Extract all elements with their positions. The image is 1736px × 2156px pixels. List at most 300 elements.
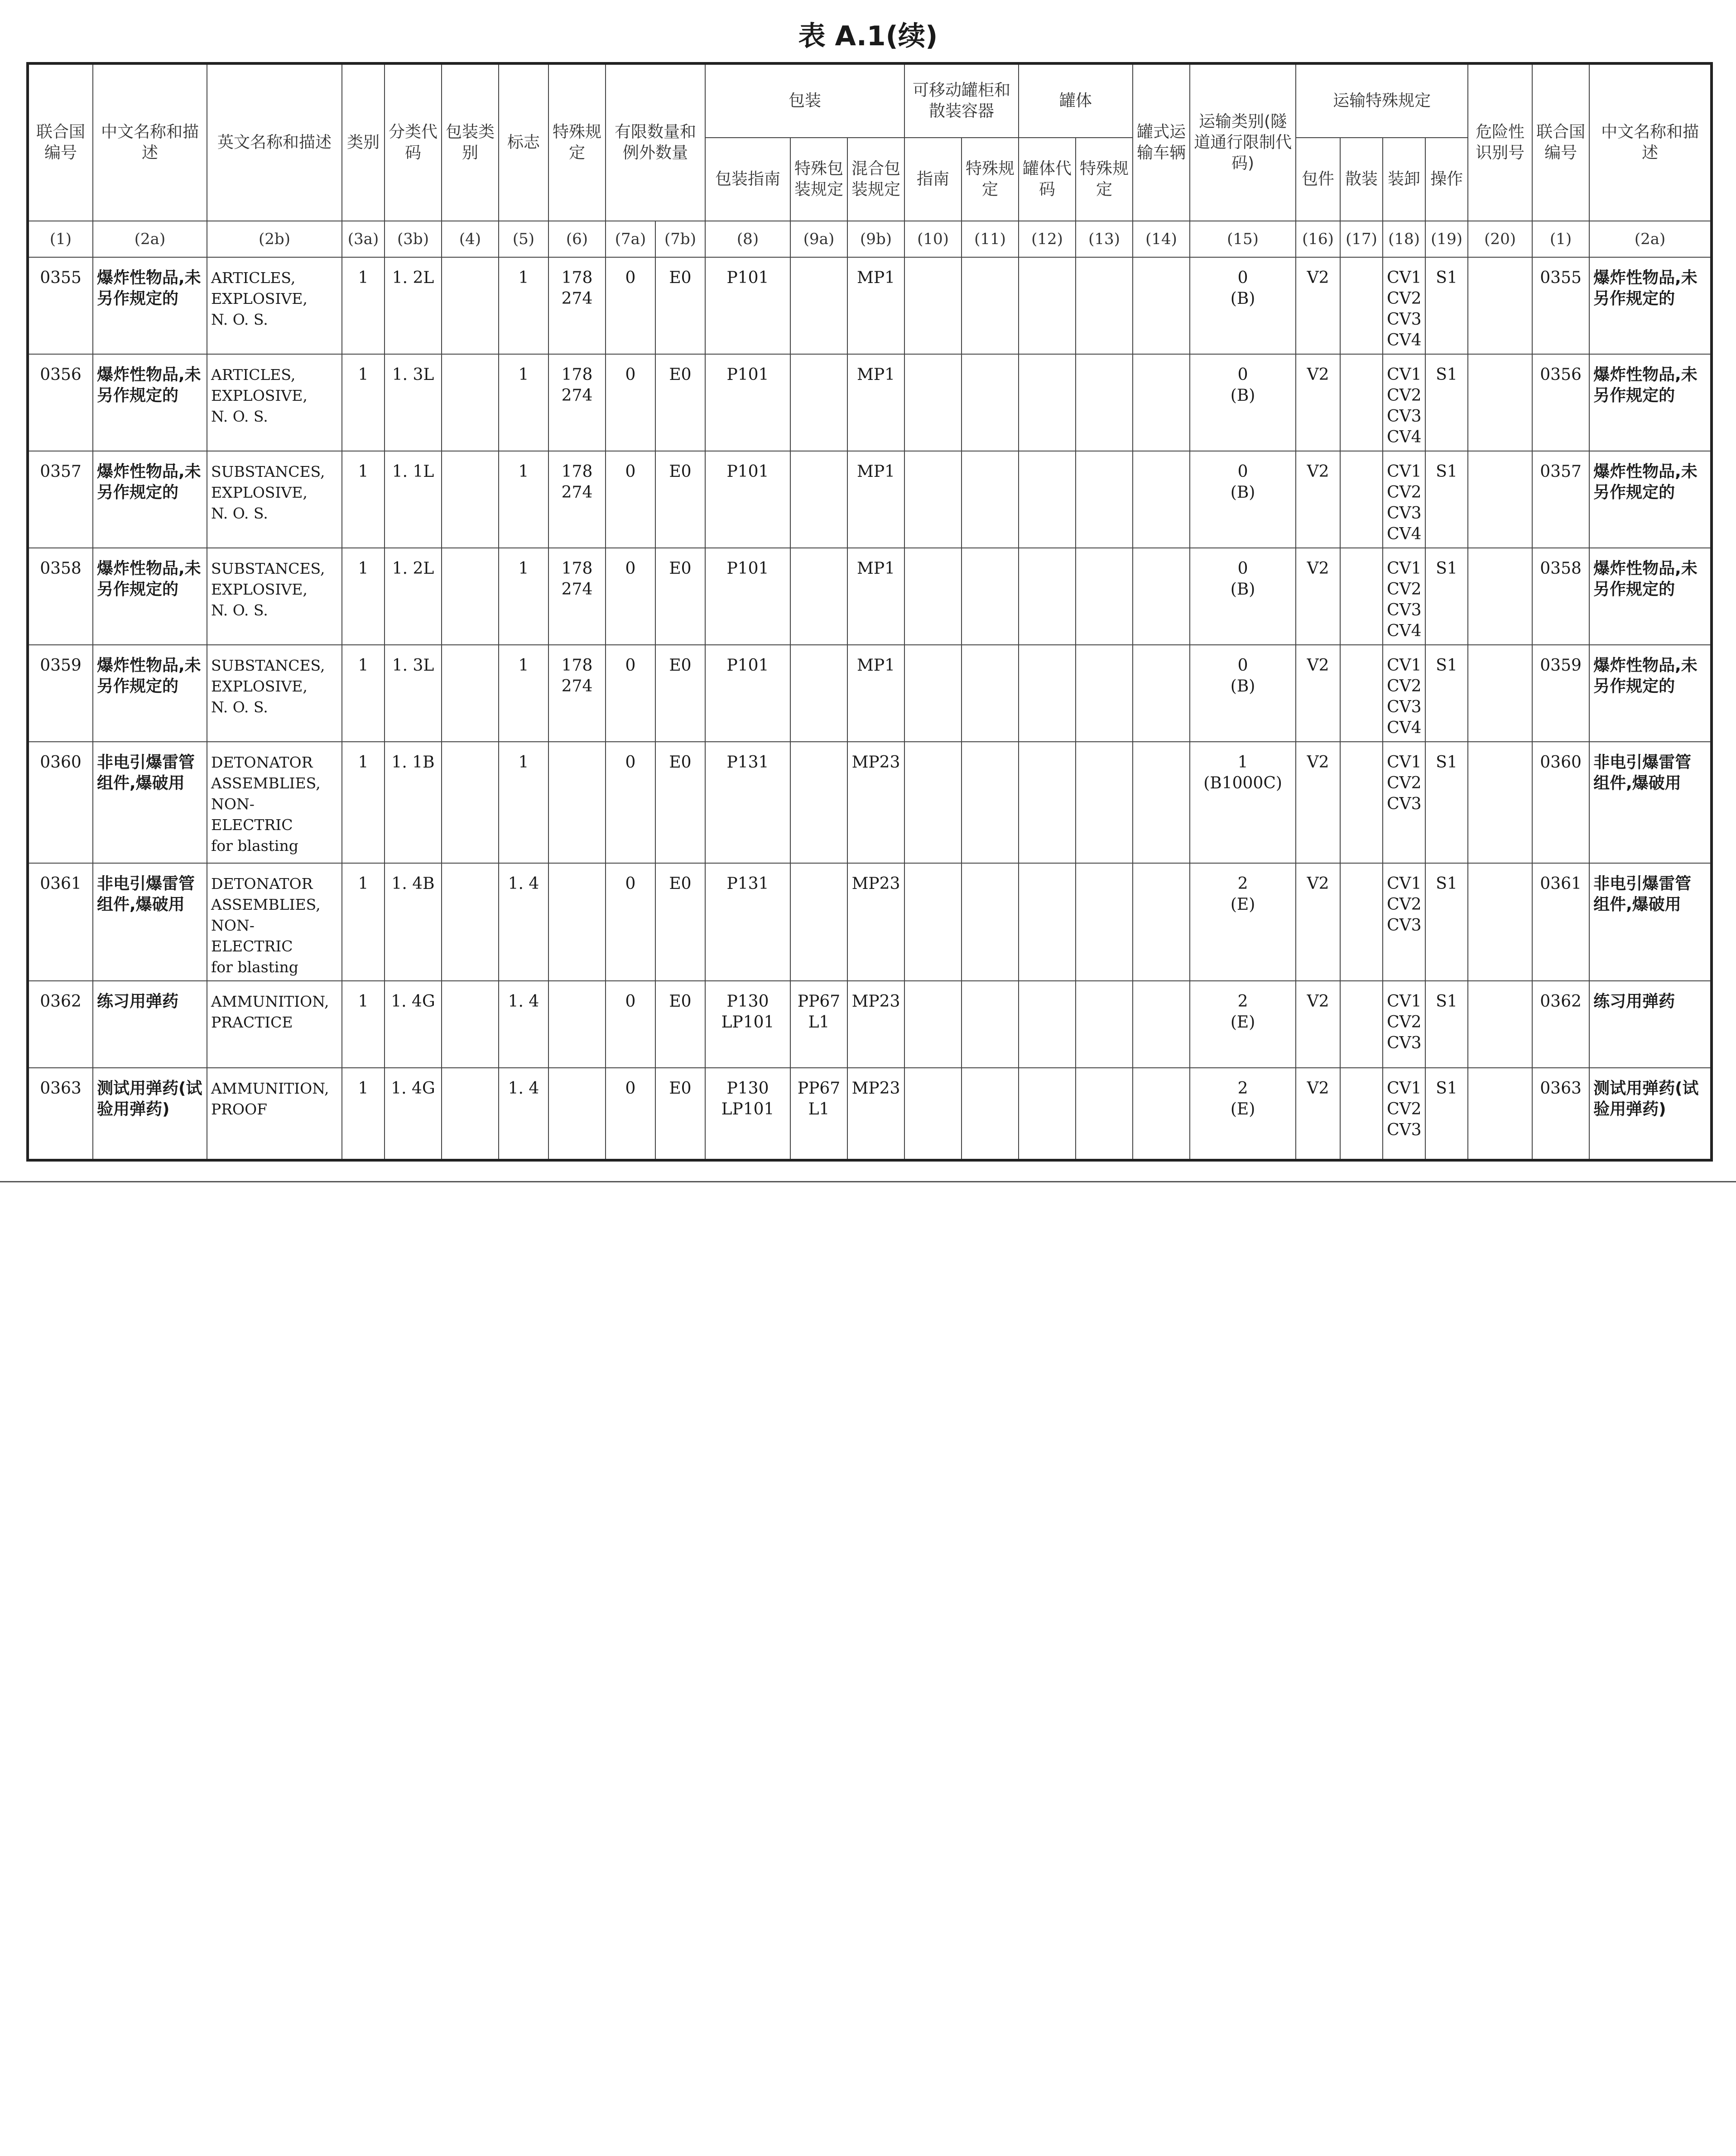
name-cn-cell: 爆炸性物品,未另作规定的 bbox=[93, 548, 207, 645]
class-code-cell: 1. 4G bbox=[385, 1068, 442, 1160]
tank-vehicle-cell bbox=[1133, 645, 1190, 742]
limited-qty-cell: 0 bbox=[606, 981, 655, 1068]
loading-cell: CV1 CV2 CV3 CV4 bbox=[1383, 451, 1425, 548]
name-cn-right-cell: 爆炸性物品,未另作规定的 bbox=[1589, 451, 1712, 548]
portable-tank-instruction-cell bbox=[904, 451, 962, 548]
operation-cell: S1 bbox=[1425, 451, 1468, 548]
header-packing-group: 包装类别 bbox=[442, 63, 499, 221]
special-provisions-cell: 178 274 bbox=[548, 451, 606, 548]
class-code-cell: 1. 3L bbox=[385, 354, 442, 451]
packing-group-cell bbox=[442, 645, 499, 742]
packing-instruction-cell: P130 LP101 bbox=[705, 981, 790, 1068]
header-packaging: 包装 bbox=[705, 63, 904, 138]
packing-instruction-cell: P101 bbox=[705, 354, 790, 451]
un-number-right-cell: 0358 bbox=[1532, 548, 1589, 645]
packages-cell: V2 bbox=[1296, 548, 1340, 645]
name-cn-right-cell: 练习用弹药 bbox=[1589, 981, 1712, 1068]
hazard-id-cell bbox=[1468, 742, 1532, 863]
excepted-qty-cell: E0 bbox=[655, 863, 705, 981]
packing-instruction-cell: P130 LP101 bbox=[705, 1068, 790, 1160]
column-number: (5) bbox=[499, 221, 548, 257]
name-cn-cell: 爆炸性物品,未另作规定的 bbox=[93, 645, 207, 742]
class-code-cell: 1. 4G bbox=[385, 981, 442, 1068]
table-row bbox=[28, 742, 1712, 863]
packages-cell: V2 bbox=[1296, 981, 1340, 1068]
limited-qty-cell: 0 bbox=[606, 863, 655, 981]
header-un-no: 联合国编号 bbox=[28, 63, 93, 221]
column-number: (2b) bbox=[207, 221, 342, 257]
limited-qty-cell: 0 bbox=[606, 1068, 655, 1160]
label-cell: 1. 4 bbox=[499, 863, 548, 981]
packing-instruction-cell: P101 bbox=[705, 257, 790, 354]
special-packing-cell bbox=[790, 863, 847, 981]
excepted-qty-cell: E0 bbox=[655, 548, 705, 645]
tank-special-cell bbox=[1076, 257, 1133, 354]
header-special-packing: 特殊包装规定 bbox=[790, 138, 847, 221]
packing-instruction-cell: P131 bbox=[705, 863, 790, 981]
portable-tank-special-cell bbox=[962, 742, 1019, 863]
packing-group-cell bbox=[442, 1068, 499, 1160]
special-packing-cell bbox=[790, 548, 847, 645]
packages-cell: V2 bbox=[1296, 354, 1340, 451]
transport-category-cell: 1 (B1000C) bbox=[1190, 742, 1296, 863]
packages-cell: V2 bbox=[1296, 257, 1340, 354]
tank-vehicle-cell bbox=[1133, 863, 1190, 981]
packing-group-cell bbox=[442, 257, 499, 354]
tank-vehicle-cell bbox=[1133, 548, 1190, 645]
transport-category-cell: 0 (B) bbox=[1190, 548, 1296, 645]
bulk-cell bbox=[1340, 354, 1383, 451]
label-cell: 1 bbox=[499, 257, 548, 354]
special-provisions-cell: 178 274 bbox=[548, 645, 606, 742]
name-cn-cell: 爆炸性物品,未另作规定的 bbox=[93, 451, 207, 548]
name-cn-cell: 爆炸性物品,未另作规定的 bbox=[93, 354, 207, 451]
mixed-packing-cell: MP1 bbox=[847, 645, 904, 742]
mixed-packing-cell: MP1 bbox=[847, 257, 904, 354]
name-en-cell: DETONATOR ASSEMBLIES, NON- ELECTRIC for blasting bbox=[207, 863, 342, 981]
header-name-cn-right: 中文名称和描述 bbox=[1589, 63, 1712, 221]
name-cn-right-cell: 爆炸性物品,未另作规定的 bbox=[1589, 548, 1712, 645]
header-tank-code: 罐体代码 bbox=[1019, 138, 1076, 221]
column-number: (3a) bbox=[342, 221, 385, 257]
class-code-cell: 1. 2L bbox=[385, 548, 442, 645]
hazard-id-cell bbox=[1468, 645, 1532, 742]
column-number-row bbox=[28, 221, 1712, 257]
header-labels: 标志 bbox=[499, 63, 548, 221]
special-provisions-cell bbox=[548, 863, 606, 981]
mixed-packing-cell: MP1 bbox=[847, 451, 904, 548]
tank-vehicle-cell bbox=[1133, 257, 1190, 354]
tank-vehicle-cell bbox=[1133, 981, 1190, 1068]
loading-cell: CV1 CV2 CV3 bbox=[1383, 981, 1425, 1068]
packing-group-cell bbox=[442, 451, 499, 548]
portable-tank-special-cell bbox=[962, 1068, 1019, 1160]
column-number: (12) bbox=[1019, 221, 1076, 257]
excepted-qty-cell: E0 bbox=[655, 1068, 705, 1160]
packages-cell: V2 bbox=[1296, 645, 1340, 742]
packages-cell: V2 bbox=[1296, 451, 1340, 548]
bulk-cell bbox=[1340, 981, 1383, 1068]
tank-code-cell bbox=[1019, 451, 1076, 548]
transport-category-cell: 0 (B) bbox=[1190, 257, 1296, 354]
un-number-right-cell: 0361 bbox=[1532, 863, 1589, 981]
special-packing-cell bbox=[790, 257, 847, 354]
table-row bbox=[28, 257, 1712, 354]
special-provisions-cell bbox=[548, 1068, 606, 1160]
column-number: (16) bbox=[1296, 221, 1340, 257]
column-number: (1) bbox=[28, 221, 93, 257]
header-packing-instructions: 包装指南 bbox=[705, 138, 790, 221]
special-packing-cell: PP67 L1 bbox=[790, 1068, 847, 1160]
column-number: (10) bbox=[904, 221, 962, 257]
transport-category-cell: 2 (E) bbox=[1190, 863, 1296, 981]
un-number-right-cell: 0357 bbox=[1532, 451, 1589, 548]
limited-qty-cell: 0 bbox=[606, 548, 655, 645]
name-en-cell: AMMUNITION, PRACTICE bbox=[207, 981, 342, 1068]
transport-category-cell: 0 (B) bbox=[1190, 645, 1296, 742]
name-cn-cell: 练习用弹药 bbox=[93, 981, 207, 1068]
bulk-cell bbox=[1340, 742, 1383, 863]
class-cell: 1 bbox=[342, 1068, 385, 1160]
class-code-cell: 1. 3L bbox=[385, 645, 442, 742]
excepted-qty-cell: E0 bbox=[655, 981, 705, 1068]
column-number: (14) bbox=[1133, 221, 1190, 257]
name-cn-cell: 非电引爆雷管组件,爆破用 bbox=[93, 863, 207, 981]
column-number: (11) bbox=[962, 221, 1019, 257]
limited-qty-cell: 0 bbox=[606, 742, 655, 863]
column-number: (2a) bbox=[93, 221, 207, 257]
excepted-qty-cell: E0 bbox=[655, 645, 705, 742]
name-en-cell: SUBSTANCES, EXPLOSIVE, N. O. S. bbox=[207, 451, 342, 548]
tank-special-cell bbox=[1076, 548, 1133, 645]
un-number-cell: 0358 bbox=[28, 548, 93, 645]
tank-special-cell bbox=[1076, 645, 1133, 742]
table-row bbox=[28, 1068, 1712, 1160]
loading-cell: CV1 CV2 CV3 bbox=[1383, 1068, 1425, 1160]
mixed-packing-cell: MP23 bbox=[847, 863, 904, 981]
class-cell: 1 bbox=[342, 863, 385, 981]
un-number-cell: 0357 bbox=[28, 451, 93, 548]
excepted-qty-cell: E0 bbox=[655, 742, 705, 863]
operation-cell: S1 bbox=[1425, 1068, 1468, 1160]
header-transport-category: 运输类别(隧道通行限制代码) bbox=[1190, 63, 1296, 221]
mixed-packing-cell: MP23 bbox=[847, 1068, 904, 1160]
tank-code-cell bbox=[1019, 863, 1076, 981]
table-row bbox=[28, 981, 1712, 1068]
limited-qty-cell: 0 bbox=[606, 451, 655, 548]
header-name-en: 英文名称和描述 bbox=[207, 63, 342, 221]
class-code-cell: 1. 2L bbox=[385, 257, 442, 354]
class-code-cell: 1. 4B bbox=[385, 863, 442, 981]
tank-special-cell bbox=[1076, 354, 1133, 451]
loading-cell: CV1 CV2 CV3 CV4 bbox=[1383, 257, 1425, 354]
label-cell: 1 bbox=[499, 742, 548, 863]
packing-group-cell bbox=[442, 742, 499, 863]
bulk-cell bbox=[1340, 548, 1383, 645]
name-en-cell: SUBSTANCES, EXPLOSIVE, N. O. S. bbox=[207, 645, 342, 742]
un-number-cell: 0355 bbox=[28, 257, 93, 354]
hazard-id-cell bbox=[1468, 257, 1532, 354]
special-packing-cell bbox=[790, 645, 847, 742]
class-cell: 1 bbox=[342, 257, 385, 354]
packages-cell: V2 bbox=[1296, 742, 1340, 863]
un-number-right-cell: 0360 bbox=[1532, 742, 1589, 863]
name-cn-cell: 测试用弹药(试验用弹药) bbox=[93, 1068, 207, 1160]
column-number: (9b) bbox=[847, 221, 904, 257]
name-en-cell: AMMUNITION, PROOF bbox=[207, 1068, 342, 1160]
header-un-no-right: 联合国编号 bbox=[1532, 63, 1589, 221]
page-bottom-rule bbox=[0, 1181, 1736, 1182]
portable-tank-special-cell bbox=[962, 645, 1019, 742]
header-portable-tanks: 可移动罐柜和散装容器 bbox=[904, 63, 1019, 138]
portable-tank-instruction-cell bbox=[904, 742, 962, 863]
packages-cell: V2 bbox=[1296, 863, 1340, 981]
bulk-cell bbox=[1340, 645, 1383, 742]
header-mixed-packing: 混合包装规定 bbox=[847, 138, 904, 221]
column-number: (18) bbox=[1383, 221, 1425, 257]
column-number: (7a) bbox=[606, 221, 655, 257]
packing-instruction-cell: P101 bbox=[705, 548, 790, 645]
class-cell: 1 bbox=[342, 451, 385, 548]
column-number: (20) bbox=[1468, 221, 1532, 257]
excepted-qty-cell: E0 bbox=[655, 257, 705, 354]
column-number: (7b) bbox=[655, 221, 705, 257]
header-tanks: 罐体 bbox=[1019, 63, 1133, 138]
header-operation: 操作 bbox=[1425, 138, 1468, 221]
mixed-packing-cell: MP23 bbox=[847, 742, 904, 863]
class-cell: 1 bbox=[342, 981, 385, 1068]
table-row bbox=[28, 354, 1712, 451]
portable-tank-special-cell bbox=[962, 354, 1019, 451]
limited-qty-cell: 0 bbox=[606, 354, 655, 451]
un-number-right-cell: 0363 bbox=[1532, 1068, 1589, 1160]
special-packing-cell: PP67 L1 bbox=[790, 981, 847, 1068]
name-cn-right-cell: 爆炸性物品,未另作规定的 bbox=[1589, 257, 1712, 354]
operation-cell: S1 bbox=[1425, 354, 1468, 451]
dangerous-goods-table bbox=[26, 62, 1713, 1162]
hazard-id-cell bbox=[1468, 981, 1532, 1068]
portable-tank-special-cell bbox=[962, 257, 1019, 354]
limited-qty-cell: 0 bbox=[606, 257, 655, 354]
mixed-packing-cell: MP1 bbox=[847, 354, 904, 451]
dangerous-goods-table-frame bbox=[26, 62, 1710, 1161]
packing-group-cell bbox=[442, 981, 499, 1068]
hazard-id-cell bbox=[1468, 354, 1532, 451]
bulk-cell bbox=[1340, 863, 1383, 981]
header-tank-special-2: 特殊规定 bbox=[1076, 138, 1133, 221]
operation-cell: S1 bbox=[1425, 981, 1468, 1068]
operation-cell: S1 bbox=[1425, 548, 1468, 645]
special-provisions-cell: 178 274 bbox=[548, 354, 606, 451]
column-number: (13) bbox=[1076, 221, 1133, 257]
special-provisions-cell: 178 274 bbox=[548, 257, 606, 354]
un-number-right-cell: 0356 bbox=[1532, 354, 1589, 451]
header-transport-special: 运输特殊规定 bbox=[1296, 63, 1468, 138]
class-code-cell: 1. 1B bbox=[385, 742, 442, 863]
tank-code-cell bbox=[1019, 548, 1076, 645]
bulk-cell bbox=[1340, 1068, 1383, 1160]
column-number: (9a) bbox=[790, 221, 847, 257]
packing-group-cell bbox=[442, 354, 499, 451]
un-number-cell: 0360 bbox=[28, 742, 93, 863]
transport-category-cell: 0 (B) bbox=[1190, 451, 1296, 548]
loading-cell: CV1 CV2 CV3 bbox=[1383, 863, 1425, 981]
name-en-cell: ARTICLES, EXPLOSIVE, N. O. S. bbox=[207, 354, 342, 451]
table-row bbox=[28, 863, 1712, 981]
label-cell: 1 bbox=[499, 354, 548, 451]
column-number: (17) bbox=[1340, 221, 1383, 257]
tank-code-cell bbox=[1019, 257, 1076, 354]
header-name-cn: 中文名称和描述 bbox=[93, 63, 207, 221]
hazard-id-cell bbox=[1468, 548, 1532, 645]
mixed-packing-cell: MP23 bbox=[847, 981, 904, 1068]
header-class-code: 分类代码 bbox=[385, 63, 442, 221]
name-cn-cell: 爆炸性物品,未另作规定的 bbox=[93, 257, 207, 354]
header-packages: 包件 bbox=[1296, 138, 1340, 221]
header-special-provisions: 特殊规定 bbox=[548, 63, 606, 221]
name-en-cell: SUBSTANCES, EXPLOSIVE, N. O. S. bbox=[207, 548, 342, 645]
header-instructions: 指南 bbox=[904, 138, 962, 221]
tank-special-cell bbox=[1076, 1068, 1133, 1160]
loading-cell: CV1 CV2 CV3 CV4 bbox=[1383, 354, 1425, 451]
un-number-cell: 0361 bbox=[28, 863, 93, 981]
name-en-cell: DETONATOR ASSEMBLIES, NON- ELECTRIC for blasting bbox=[207, 742, 342, 863]
un-number-cell: 0356 bbox=[28, 354, 93, 451]
operation-cell: S1 bbox=[1425, 742, 1468, 863]
special-provisions-cell bbox=[548, 742, 606, 863]
tank-special-cell bbox=[1076, 981, 1133, 1068]
portable-tank-special-cell bbox=[962, 451, 1019, 548]
class-cell: 1 bbox=[342, 548, 385, 645]
packing-instruction-cell: P131 bbox=[705, 742, 790, 863]
name-cn-right-cell: 爆炸性物品,未另作规定的 bbox=[1589, 354, 1712, 451]
name-cn-right-cell: 爆炸性物品,未另作规定的 bbox=[1589, 645, 1712, 742]
transport-category-cell: 0 (B) bbox=[1190, 354, 1296, 451]
un-number-cell: 0359 bbox=[28, 645, 93, 742]
operation-cell: S1 bbox=[1425, 645, 1468, 742]
name-cn-right-cell: 非电引爆雷管组件,爆破用 bbox=[1589, 863, 1712, 981]
header-class: 类别 bbox=[342, 63, 385, 221]
loading-cell: CV1 CV2 CV3 CV4 bbox=[1383, 645, 1425, 742]
label-cell: 1. 4 bbox=[499, 981, 548, 1068]
portable-tank-special-cell bbox=[962, 981, 1019, 1068]
header-bulk: 散装 bbox=[1340, 138, 1383, 221]
loading-cell: CV1 CV2 CV3 CV4 bbox=[1383, 548, 1425, 645]
header-loading: 装卸 bbox=[1383, 138, 1425, 221]
limited-qty-cell: 0 bbox=[606, 645, 655, 742]
table-row bbox=[28, 548, 1712, 645]
hazard-id-cell bbox=[1468, 1068, 1532, 1160]
portable-tank-instruction-cell bbox=[904, 354, 962, 451]
special-packing-cell bbox=[790, 354, 847, 451]
column-number: (19) bbox=[1425, 221, 1468, 257]
operation-cell: S1 bbox=[1425, 863, 1468, 981]
hazard-id-cell bbox=[1468, 863, 1532, 981]
packages-cell: V2 bbox=[1296, 1068, 1340, 1160]
tank-special-cell bbox=[1076, 863, 1133, 981]
tank-vehicle-cell bbox=[1133, 451, 1190, 548]
column-number: (15) bbox=[1190, 221, 1296, 257]
tank-code-cell bbox=[1019, 645, 1076, 742]
packing-group-cell bbox=[442, 863, 499, 981]
portable-tank-instruction-cell bbox=[904, 981, 962, 1068]
bulk-cell bbox=[1340, 451, 1383, 548]
packing-instruction-cell: P101 bbox=[705, 645, 790, 742]
tank-code-cell bbox=[1019, 742, 1076, 863]
excepted-qty-cell: E0 bbox=[655, 354, 705, 451]
label-cell: 1 bbox=[499, 548, 548, 645]
packing-instruction-cell: P101 bbox=[705, 451, 790, 548]
column-number: (4) bbox=[442, 221, 499, 257]
tank-vehicle-cell bbox=[1133, 1068, 1190, 1160]
un-number-right-cell: 0362 bbox=[1532, 981, 1589, 1068]
class-cell: 1 bbox=[342, 742, 385, 863]
packing-group-cell bbox=[442, 548, 499, 645]
tank-special-cell bbox=[1076, 451, 1133, 548]
column-number: (1) bbox=[1532, 221, 1589, 257]
label-cell: 1. 4 bbox=[499, 1068, 548, 1160]
loading-cell: CV1 CV2 CV3 bbox=[1383, 742, 1425, 863]
tank-vehicle-cell bbox=[1133, 354, 1190, 451]
column-number: (6) bbox=[548, 221, 606, 257]
label-cell: 1 bbox=[499, 645, 548, 742]
table-row bbox=[28, 645, 1712, 742]
tank-special-cell bbox=[1076, 742, 1133, 863]
hazard-id-cell bbox=[1468, 451, 1532, 548]
column-number: (3b) bbox=[385, 221, 442, 257]
header-tank-special: 特殊规定 bbox=[962, 138, 1019, 221]
table-caption: 表 A.1(续) bbox=[798, 20, 938, 52]
bulk-cell bbox=[1340, 257, 1383, 354]
operation-cell: S1 bbox=[1425, 257, 1468, 354]
un-number-cell: 0362 bbox=[28, 981, 93, 1068]
portable-tank-instruction-cell bbox=[904, 257, 962, 354]
column-number: (2a) bbox=[1589, 221, 1712, 257]
class-cell: 1 bbox=[342, 354, 385, 451]
name-cn-right-cell: 测试用弹药(试验用弹药) bbox=[1589, 1068, 1712, 1160]
special-packing-cell bbox=[790, 742, 847, 863]
transport-category-cell: 2 (E) bbox=[1190, 981, 1296, 1068]
name-cn-cell: 非电引爆雷管组件,爆破用 bbox=[93, 742, 207, 863]
un-number-right-cell: 0359 bbox=[1532, 645, 1589, 742]
tank-code-cell bbox=[1019, 1068, 1076, 1160]
class-cell: 1 bbox=[342, 645, 385, 742]
special-provisions-cell bbox=[548, 981, 606, 1068]
name-cn-right-cell: 非电引爆雷管组件,爆破用 bbox=[1589, 742, 1712, 863]
header-hazard-id: 危险性识别号 bbox=[1468, 63, 1532, 221]
tank-code-cell bbox=[1019, 354, 1076, 451]
portable-tank-instruction-cell bbox=[904, 1068, 962, 1160]
un-number-right-cell: 0355 bbox=[1532, 257, 1589, 354]
table-row bbox=[28, 451, 1712, 548]
portable-tank-special-cell bbox=[962, 863, 1019, 981]
transport-category-cell: 2 (E) bbox=[1190, 1068, 1296, 1160]
header-limited-qty: 有限数量和例外数量 bbox=[606, 63, 705, 221]
mixed-packing-cell: MP1 bbox=[847, 548, 904, 645]
column-number: (8) bbox=[705, 221, 790, 257]
portable-tank-special-cell bbox=[962, 548, 1019, 645]
label-cell: 1 bbox=[499, 451, 548, 548]
header-tank-vehicle: 罐式运输车辆 bbox=[1133, 63, 1190, 221]
un-number-cell: 0363 bbox=[28, 1068, 93, 1160]
portable-tank-instruction-cell bbox=[904, 863, 962, 981]
table-body bbox=[28, 257, 1712, 1160]
portable-tank-instruction-cell bbox=[904, 645, 962, 742]
special-packing-cell bbox=[790, 451, 847, 548]
excepted-qty-cell: E0 bbox=[655, 451, 705, 548]
tank-code-cell bbox=[1019, 981, 1076, 1068]
tank-vehicle-cell bbox=[1133, 742, 1190, 863]
